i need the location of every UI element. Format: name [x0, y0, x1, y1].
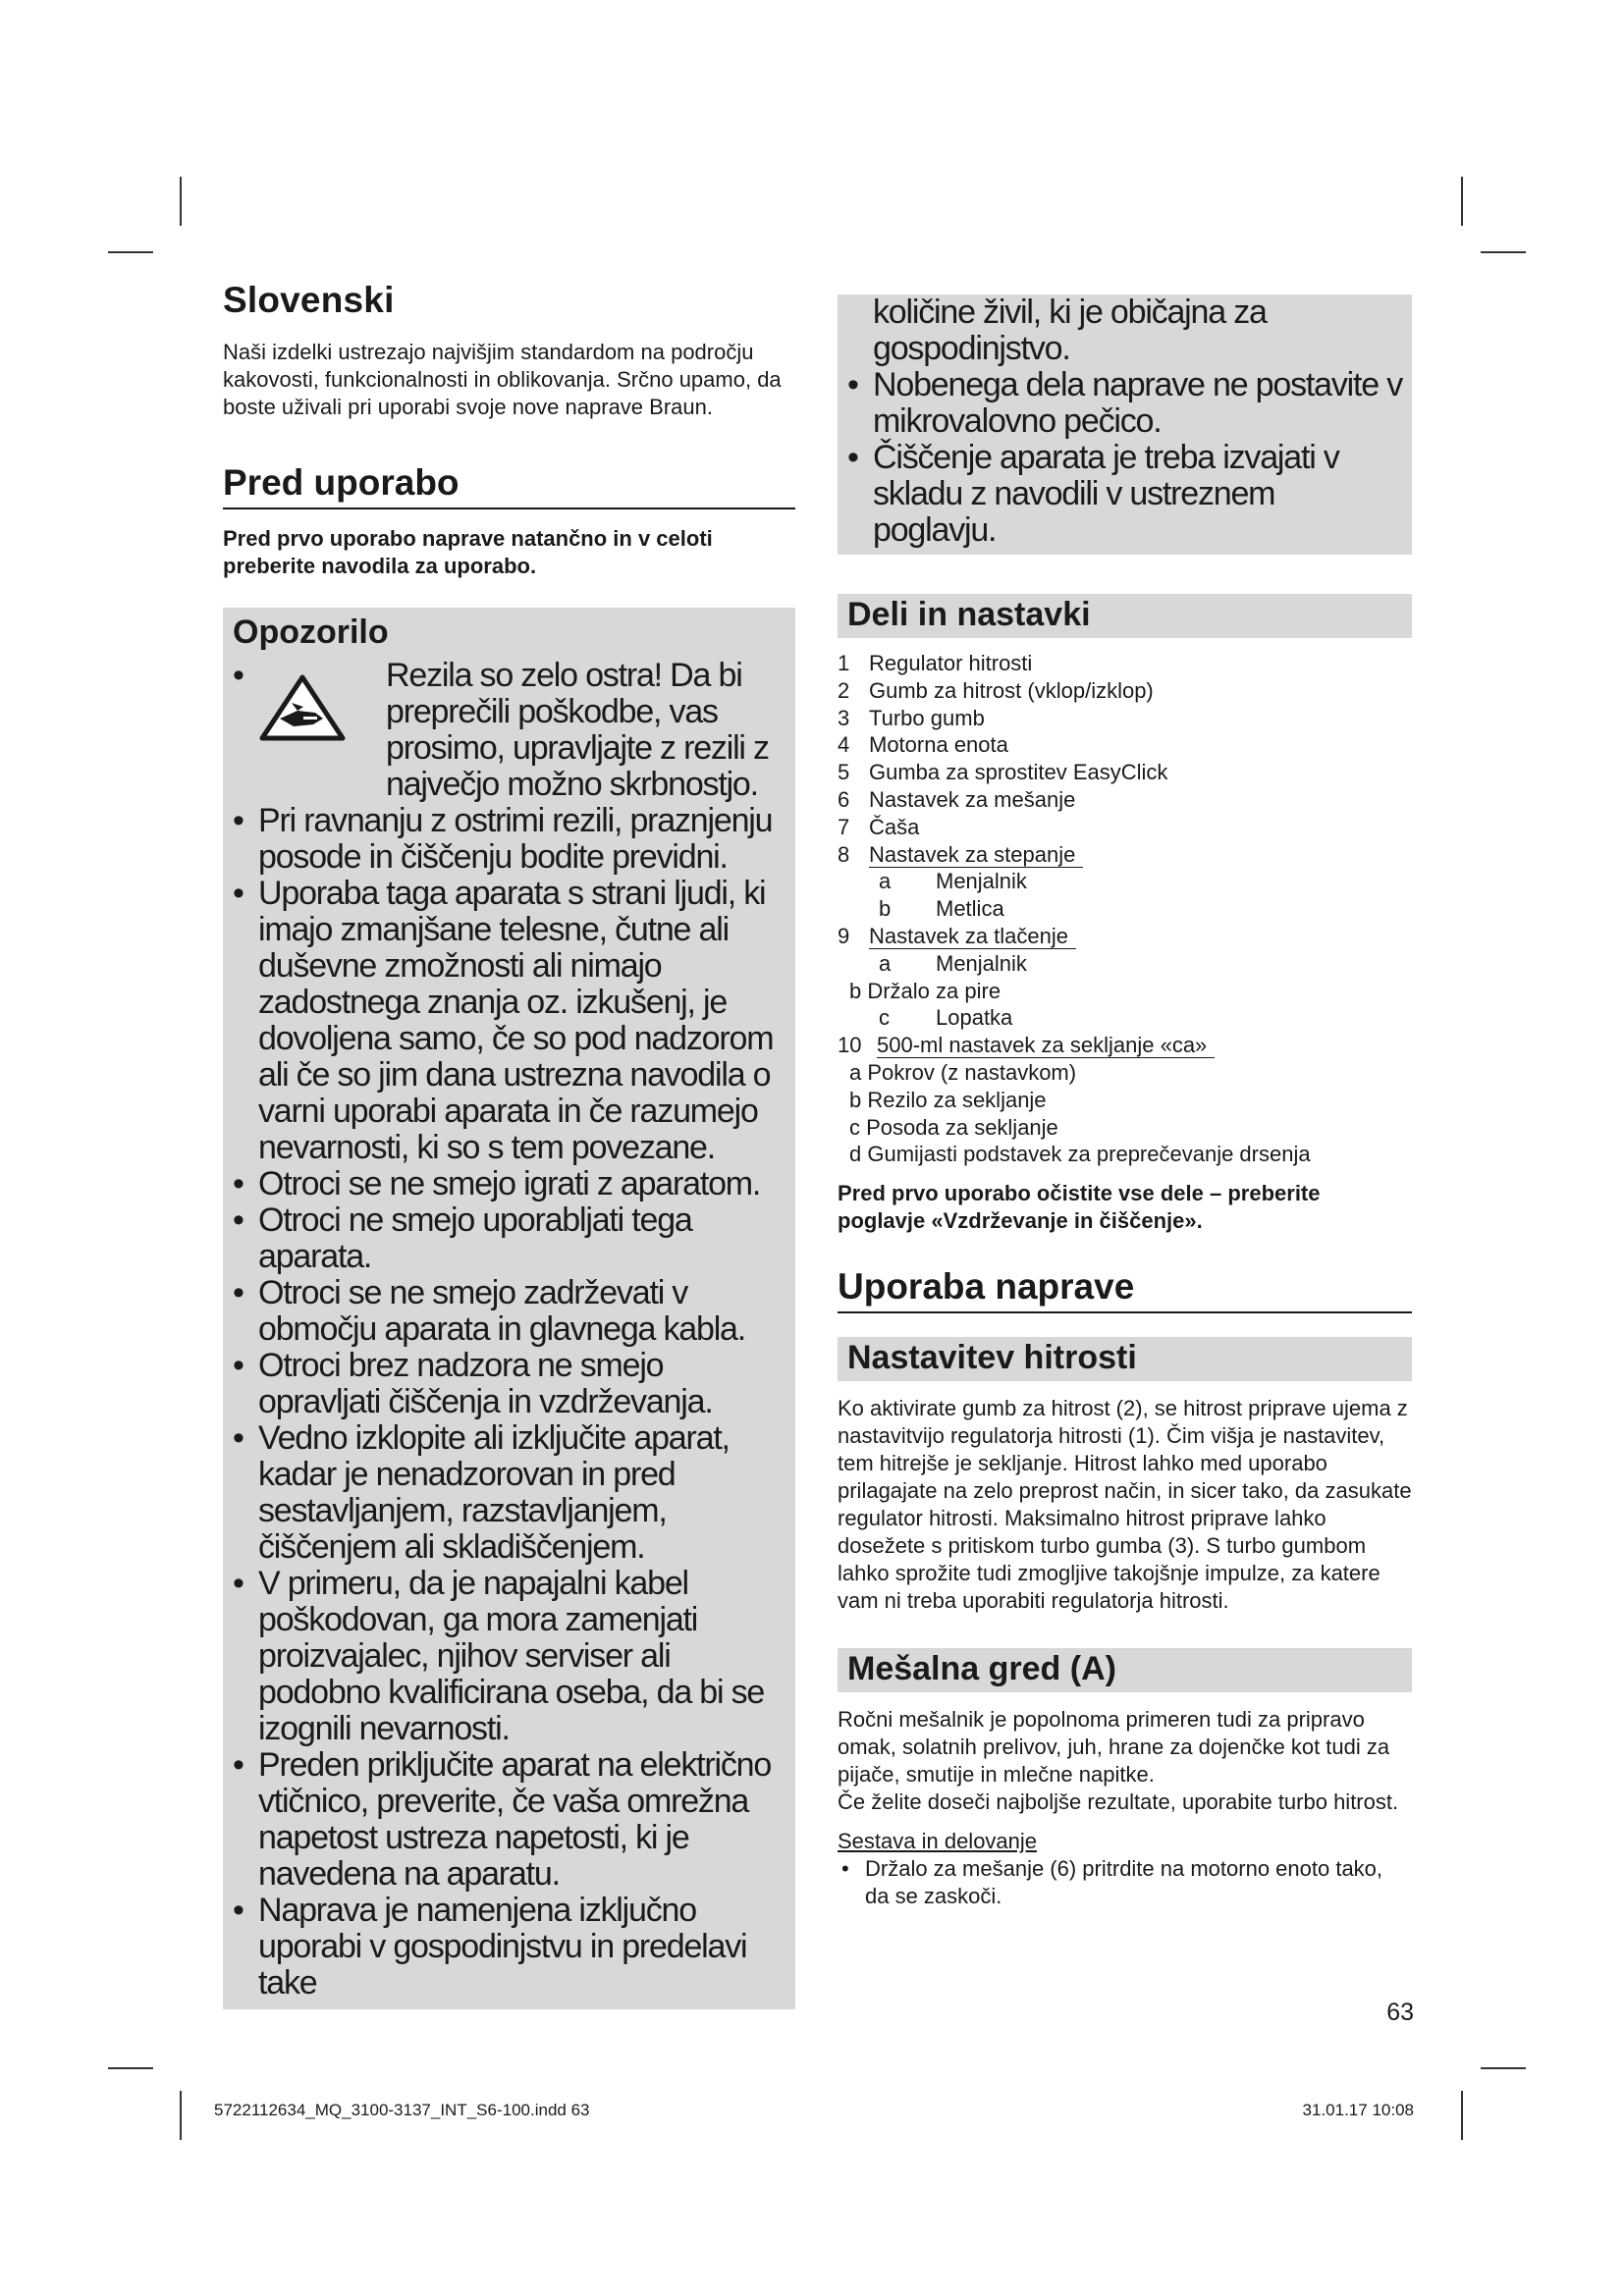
footer-file-info: 5722112634_MQ_3100-3137_INT_S6-100.indd 63: [214, 2101, 590, 2119]
list-item: 6 Nastavek za mešanje: [838, 786, 1076, 812]
list-item: • Preden priključite aparat na električno vtičnico, preverite, če vaša omrežna napetost ustreza napetosti, ki je navedena na aparatu.: [233, 1746, 772, 1893]
list-item: • Naprava je namenjena izključno uporabi v gospodinjstvu in predelavi take: [233, 1892, 747, 2002]
hand-blade-warning-icon: [258, 658, 386, 750]
list-item: 9 Nastavek za tlačenje: [838, 923, 1412, 950]
clean-note: Pred prvo uporabo očistite vse dele – preberite poglavje «Vzdrževanje in čiščenje».: [838, 1181, 1321, 1234]
parts-heading: Deli in nastavki: [838, 594, 1412, 638]
footer-date: 31.01.17 10:08: [1302, 2101, 1414, 2119]
warning-text: Otroci se ne smejo zadrževati v območju aparata in glavnega kabla.: [258, 1274, 746, 1348]
list-item: a Menjalnik: [879, 950, 1027, 976]
warning-text: Otroci se ne smejo igrati z aparatom.: [258, 1165, 761, 1202]
list-item: d Gumijasti podstavek za preprečevanje drsenja: [849, 1142, 1311, 1167]
list-item: 10 500-ml nastavek za sekljanje «ca»: [838, 1032, 1412, 1059]
list-item: • Uporaba taga aparata s strani ljudi, ki imajo zmanjšane telesne, čutne ali duševne zmožnosti ali nimajo zadostnega znanja oz. izkušenj, je dovoljena samo, če so pod nadzorom ali če so jim dana ustrezna navodila o varni uporabi aparata in če razumejo nevarnosti, ki so s tem povezane.: [233, 875, 774, 1166]
list-item: 1 Regulator hitrosti: [838, 651, 1033, 675]
warning-text: Uporaba taga aparata s strani ljudi, ki imajo zmanjšane telesne, čutne ali duševne zmožnosti ali nimajo zadostnega znanja oz. izkušenj, je dovoljena samo, če so pod nadzorom ali če so jim dana ustrezna navodila o varni uporabi aparata in če razumejo nevarnosti, ki so s tem povezane.: [258, 875, 774, 1166]
list-item: 5 Gumba za sprostitev EasyClick: [838, 760, 1168, 785]
list-item: b Rezilo za sekljanje: [849, 1087, 1047, 1112]
list-item: a Pokrov (z nastavkom): [849, 1059, 1077, 1085]
blender-text: Ročni mešalnik je popolnoma primeren tudi za pripravo omak, solatnih prelivov, juh, hrane za dojenčke kot tudi za pijače, smutije in mlečne napitke.: [838, 1707, 1390, 1788]
warning-text: Nobenega dela naprave ne postavite v mikrovalovno pečico.: [873, 366, 1403, 440]
warning-continued-text: količine živil, ki je običajna za gospodinjstvo.: [873, 294, 1267, 367]
left-column: [223, 280, 795, 2009]
list-item: • Rezila so zelo ostra! Da bi preprečili poškodbe, vas prosimo, upravljajte z rezili z največjo možno skrbnostjo.: [233, 658, 785, 803]
list-item: b Metlica: [879, 896, 1004, 922]
crop-mark: [108, 251, 153, 253]
list-item: • Pri ravnanju z ostrimi rezili, praznjenju posode in čiščenju bodite previdni.: [233, 802, 773, 876]
crop-mark: [1481, 2067, 1526, 2069]
assembly-item: • Držalo za mešanje (6) pritrdite na motorno enoto tako, da se zaskoči.: [841, 1856, 1383, 1909]
warning-text: Otroci ne smejo uporabljati tega aparata.: [258, 1201, 692, 1275]
warning-text: Rezila so zelo ostra! Da bi preprečili poškodbe, vas prosimo, upravljajte z rezili z največjo možno skrbnostjo.: [386, 657, 769, 803]
warning-text: Otroci brez nadzora ne smejo opravljati čiščenja in vzdrževanja.: [258, 1347, 713, 1420]
before-use-heading: Pred uporabo: [223, 462, 795, 509]
parts-list: [838, 650, 1412, 1168]
crop-mark: [1481, 251, 1526, 253]
list-item: a Menjalnik: [879, 869, 1027, 894]
list-item: 7 Čaša: [838, 814, 920, 839]
warning-box: [223, 608, 795, 2009]
list-item: c Lopatka: [879, 1005, 1013, 1031]
before-use-text: Pred prvo uporabo naprave natančno in v celoti preberite navodila za uporabo.: [223, 526, 713, 578]
speed-text: Ko aktivirate gumb za hitrost (2), se hitrost priprave ujema z nastavitvijo regulatorja hitrosti (1). Čim višja je nastavitev, tem hitrejše je sekljanje. Hitrost lahko med uporabo prilagajate na zelo preprost način, in sicer tako, da zasukate regulator hitrosti. Maksimalno hitrost priprave lahko dosežete s pritiskom turbo gumba (3). S turbo gumbom lahko sprožite tudi zmogljive takojšnje impulze, za katere vam ni treba uporabiti regulatorja hitrosti.: [838, 1396, 1412, 1614]
warning-continued-list: [847, 367, 1402, 549]
crop-mark: [1461, 2091, 1463, 2140]
warning-heading: Opozorilo: [233, 614, 389, 651]
list-item: • Otroci se ne smejo zadrževati v območju aparata in glavnega kabla.: [233, 1274, 746, 1348]
warning-list: [233, 658, 785, 2002]
page-number: 63: [1386, 1999, 1414, 2026]
warning-text: Preden priključite aparat na električno vtičnico, preverite, če vaša omrežna napetost ustreza napetosti, ki je navedena na aparatu.: [258, 1746, 772, 1893]
list-item: • Nobenega dela naprave ne postavite v mikrovalovno pečico.: [847, 366, 1403, 440]
blender-text: Če želite doseči najboljše rezultate, uporabite turbo hitrost.: [838, 1789, 1399, 1815]
speed-heading: Nastavitev hitrosti: [838, 1337, 1412, 1381]
list-item: • V primeru, da je napajalni kabel poškodovan, ga mora zamenjati proizvajalec, njihov serviser ali podobno kvalificirana oseba, da bi se izognili nevarnosti.: [233, 1565, 765, 1747]
list-item: b Držalo za pire: [849, 978, 1001, 1003]
list-item: 2 Gumb za hitrost (vklop/izklop): [838, 677, 1154, 703]
crop-mark: [108, 2067, 153, 2069]
usage-heading: Uporaba naprave: [838, 1266, 1412, 1313]
list-item: • Otroci brez nadzora ne smejo opravljati čiščenja in vzdrževanja.: [233, 1347, 713, 1420]
warning-text: V primeru, da je napajalni kabel poškodovan, ga mora zamenjati proizvajalec, njihov serviser ali podobno kvalificirana oseba, da bi se izognili nevarnosti.: [258, 1565, 765, 1747]
blender-heading: Mešalna gred (A): [838, 1648, 1412, 1692]
assembly-heading: Sestava in delovanje: [838, 1829, 1038, 1854]
crop-mark: [180, 2091, 182, 2140]
list-item: • Otroci ne smejo uporabljati tega aparata.: [233, 1201, 692, 1275]
list-item: • Vedno izklopite ali izključite aparat, kadar je nenadzorovan in pred sestavljanjem, razstavljanjem, čiščenjem ali skladiščenjem.: [233, 1419, 730, 1566]
list-item: 4 Motorna enota: [838, 732, 1008, 758]
language-heading: Slovenski: [223, 280, 395, 320]
warning-continued-box: [838, 294, 1412, 555]
right-column: [838, 294, 1412, 1910]
list-item: 3 Turbo gumb: [838, 705, 985, 730]
warning-text: Pri ravnanju z ostrimi rezili, praznjenju posode in čiščenju bodite previdni.: [258, 802, 773, 876]
list-item: 8 Nastavek za stepanje: [838, 841, 1412, 869]
warning-text: Vedno izklopite ali izključite aparat, kadar je nenadzorovan in pred sestavljanjem, razstavljanjem, čiščenjem ali skladiščenjem.: [258, 1419, 730, 1566]
list-item: c Posoda za sekljanje: [849, 1114, 1058, 1140]
list-item: • Otroci se ne smejo igrati z aparatom.: [233, 1165, 761, 1202]
crop-mark: [1461, 177, 1463, 226]
intro-paragraph: Naši izdelki ustrezajo najvišjim standardom na področju kakovosti, funkcionalnosti in oblikovanja. Srčno upamo, da boste uživali pri uporabi svoje nove naprave Braun.: [223, 340, 782, 419]
warning-text: Čiščenje aparata je treba izvajati v skladu z navodili v ustreznem poglavju.: [873, 439, 1339, 549]
warning-text: Naprava je namenjena izključno uporabi v gospodinjstvu in predelavi take: [258, 1892, 747, 2002]
list-item: • Čiščenje aparata je treba izvajati v skladu z navodili v ustreznem poglavju.: [847, 439, 1339, 549]
crop-mark: [180, 177, 182, 226]
